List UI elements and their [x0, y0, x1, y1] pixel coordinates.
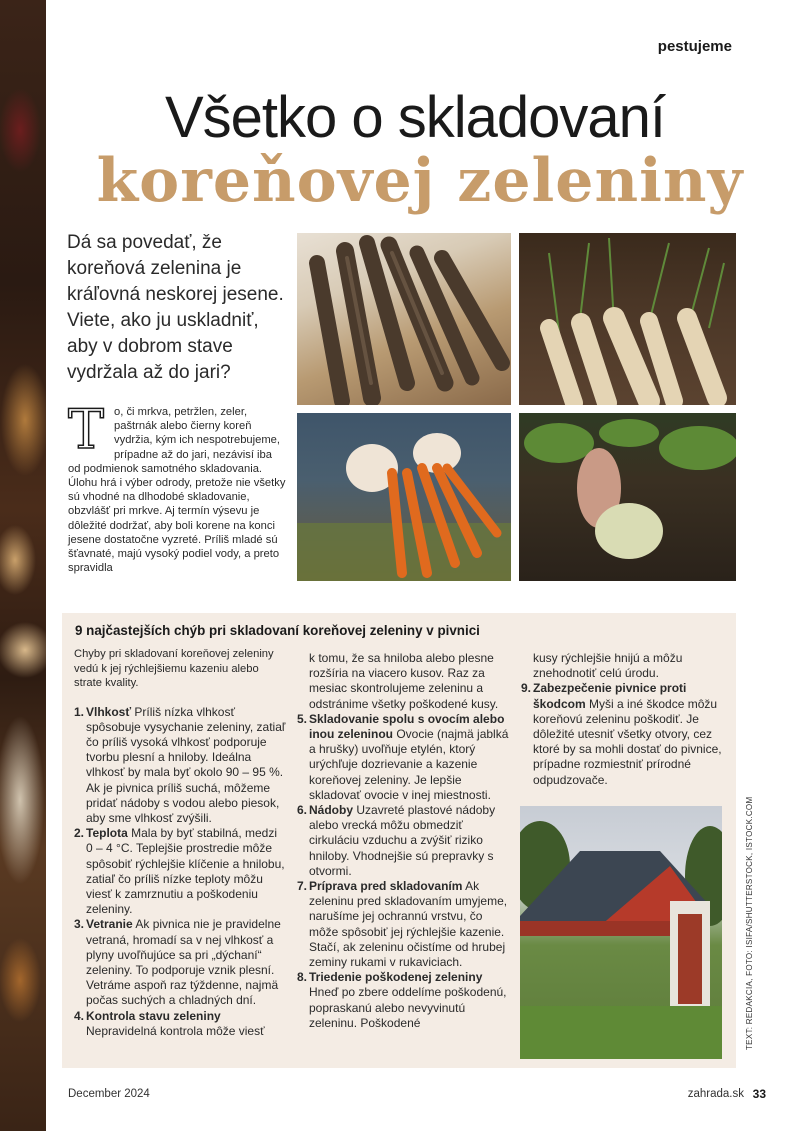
photo-root-cellar	[520, 806, 722, 1059]
item-text: Uzavreté plastové nádoby alebo vrecká môžu obmedziť cirkuláciu vzduchu a zvýšiť riziko hniloby. Vhodnejšie sú prepravky s otvormi.	[309, 803, 496, 878]
photo-carrots-in-hands	[297, 413, 511, 581]
item-number: 2.	[74, 826, 85, 841]
list-item	[74, 705, 286, 827]
item-number: 7.	[297, 879, 308, 894]
footer-date: December 2024	[68, 1088, 150, 1100]
list-item	[297, 803, 509, 879]
tips-column-1	[74, 647, 286, 1039]
photo-credit: TEXT: REDAKCIA, FOTO: ISIFA/SHUTTERSTOCK, ISTOCK.COM	[745, 796, 754, 1050]
tips-intro: Chyby pri skladovaní koreňovej zeleniny vedú k jej rýchlejšiemu kazeniu alebo strate kvality.	[74, 648, 274, 689]
intro-paragraph	[68, 398, 286, 575]
lead-paragraph: Dá sa povedať, že koreňová zelenina je kráľovná neskorej jesene. Viete, ako ju uskladniť, aby v dobrom stave vydržala až do jari?	[67, 232, 284, 383]
tips-column-3	[521, 651, 733, 788]
tips-box-title: 9 najčastejších chýb pri skladovaní koreňovej zeleniny v pivnici	[75, 623, 480, 638]
photo-celeriac-hand	[519, 413, 736, 581]
item-heading: Kontrola stavu zeleniny	[86, 1008, 221, 1023]
photo-parsnips	[519, 233, 736, 405]
item-text: Príliš nízka vlhkosť spôsobuje vysychanie zeleniny, zatiaľ čo príliš vysoká vlhkosť podporuje tvorbu plesní a hniloby. Ideálna vlhkosť by mala byť okolo 90 – 95 %. Ak je pivnica príliš suchá, môžeme pridať nádoby s vodou alebo piesok, aby sme vlhkosť zvýšili.	[86, 704, 286, 825]
item-heading: Teplota	[86, 826, 128, 841]
item-number: 5.	[297, 711, 308, 726]
item-continuation: k tomu, že sa hniloba alebo plesne rozšíria na viacero kusov. Raz za mesiac skontrolujeme zeleninu a odstránime všetky poškodené kusy.	[309, 651, 499, 711]
drop-cap: T	[68, 398, 105, 461]
item-heading: Vetranie	[86, 917, 133, 932]
title-line-1: Všetko o skladovaní	[164, 85, 666, 150]
item-heading: Zabezpečenie pivnice proti škodcom	[533, 681, 687, 711]
item-text: Nepravidelná kontrola môže viesť	[86, 1023, 265, 1038]
item-heading: Vlhkosť	[86, 704, 132, 719]
list-item	[521, 681, 733, 787]
item-heading: Triedenie poškodenej zeleniny	[309, 970, 483, 985]
title-line-2: koreňovej zeleniny	[96, 146, 744, 216]
list-item	[297, 879, 509, 970]
photo-salsify-roots	[297, 233, 511, 405]
page-number: 33	[752, 1087, 766, 1101]
item-number: 1.	[74, 704, 85, 719]
item-number: 8.	[297, 970, 308, 985]
intro-text: o, či mrkva, petržlen, zeler, paštrnák alebo čierny koreň vydržia, kým ich nespotrebujeme, prípadne až do jari, nezávisí iba od podmienok samotného skladovania. Úlohu hrá i výber odrody, pretože nie všetky sú vhodné na dlhodobé skladovanie, obzvlášť pri mrkve. Aj termín výsevu je dôležité dodržať, aby boli korene na konci jesene dostatočne vyzreté. Príliš mladé sú šťavnaté, majú vysoký podiel vody, a preto spravidla	[68, 406, 286, 575]
list-item	[74, 826, 286, 917]
list-item	[297, 712, 509, 803]
section-label: pestujeme	[657, 38, 732, 55]
list-item	[297, 970, 509, 1031]
item-text: Ovocie (najmä jablká a hrušky) uvoľňuje etylén, ktorý urýchľuje dozrievanie a kazenie koreňovej zeleniny. Je lepšie skladovať ovocie v inej miestnosti.	[309, 727, 509, 802]
item-number: 9.	[521, 681, 532, 696]
item-text: Ak pivnica nie je pravidelne vetraná, hromadí sa v nej vlhkosť a plyny uvoľňujúce sa pri „dýchaní“ zeleniny. To podporuje vznik plesní. Vetráme aspoň raz týždenne, najmä počas suchých a chladných dní.	[86, 917, 281, 1008]
item-heading: Skladovanie spolu s ovocím alebo inou zeleninou	[309, 711, 505, 742]
item-heading: Nádoby	[309, 803, 354, 818]
item-heading: Príprava pred skladovaním	[309, 879, 463, 894]
footer-site: zahrada.sk	[687, 1088, 744, 1100]
item-number: 6.	[297, 803, 308, 818]
item-number: 3.	[74, 917, 85, 932]
list-item	[74, 1009, 286, 1039]
item-text: Mala by byť stabilná, medzi 0 – 4 °C. Teplejšie prostredie môže spôsobiť rýchlejšie klíčenie a hnilobu, zatiaľ čo príliš nízke teploty môžu viesť k zamrznutiu a poškodeniu zeleniny.	[86, 826, 285, 917]
tips-column-2	[297, 651, 509, 1031]
item-text: Hneď po zbere oddelíme poškodenú, popraskanú alebo nevyvinutú zeleninu. Poškodené	[309, 985, 507, 1030]
item-continuation: kusy rýchlejšie hnijú a môžu znehodnotiť celú úrodu.	[533, 651, 683, 681]
list-item	[74, 917, 286, 1008]
item-text: Myši a iné škodce môžu koreňovú zeleninu poškodiť. Je dôležité utesniť všetky otvory, cez ktoré by sa mohli dostať do pivnice, prípadne rozmiestniť prírodné odpudzovače.	[533, 696, 722, 787]
item-text: Ak zeleninu pred skladovaním umyjeme, narušíme jej ochrannú vrstvu, čo môže spôsobiť jej rýchlejšie kazenie. Stačí, ak zeleninu očistíme od hrubej zeminy rukami v rukaviciach.	[309, 879, 508, 970]
item-number: 4.	[74, 1008, 85, 1023]
